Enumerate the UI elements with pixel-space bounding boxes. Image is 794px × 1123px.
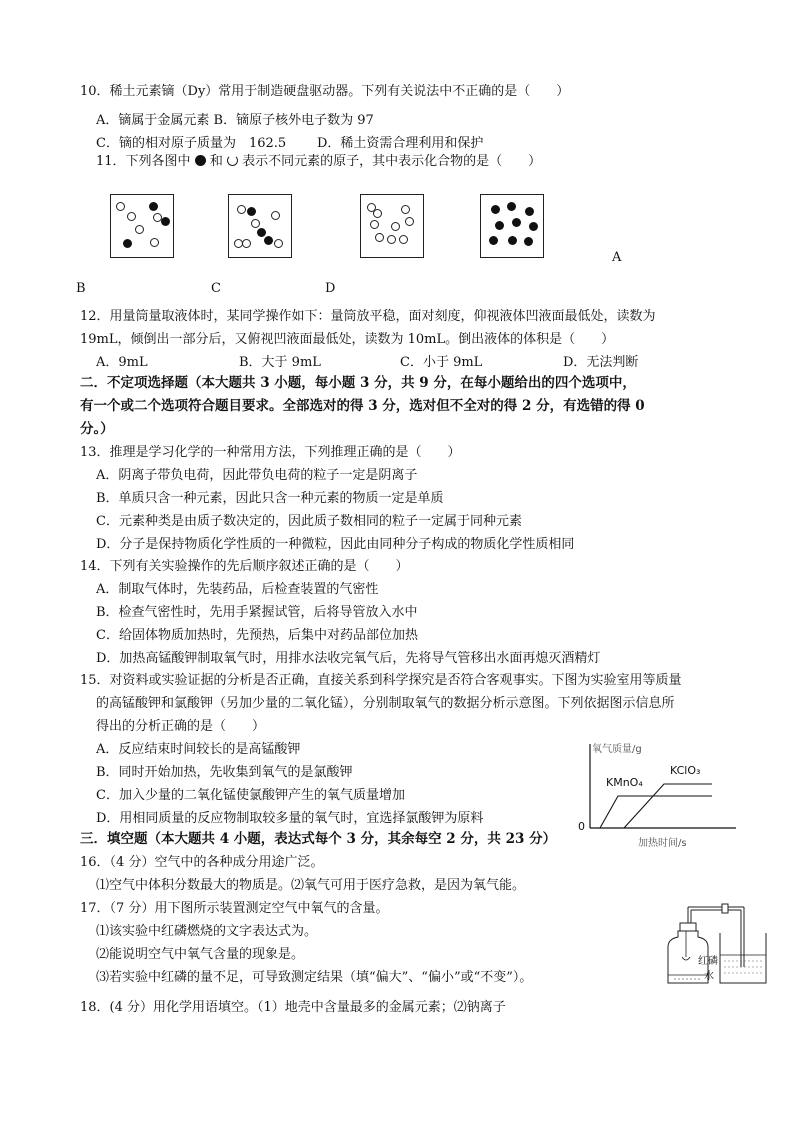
q12-option-d: D．无法判断: [563, 355, 639, 370]
section2-header-line3: 分。）: [80, 421, 114, 437]
particle-box-1: [110, 194, 174, 258]
q15-option-d: D．用相同质量的反应物制取较多量的氧气时，宜选择氯酸钾为原料: [96, 811, 484, 826]
q10-option-ab: A．镝属于金属元素 B．镝原子核外电子数为 97: [96, 113, 374, 128]
filled-circle-icon: [195, 155, 206, 166]
particle: [508, 236, 517, 245]
q17-sub1: ⑴该实验中红磷燃烧的文字表达式为。: [96, 924, 318, 939]
q14-stem: 14．下列有关实验操作的先后顺序叙述正确的是（ ）: [80, 559, 409, 574]
particle: [116, 202, 125, 211]
graph-y-label: 氧气质量/g: [592, 744, 642, 755]
graph-origin-label: 0: [578, 820, 585, 833]
q15-option-a: A．反应结束时间较长的是高锰酸钾: [96, 742, 301, 757]
open-circle-icon: [227, 155, 238, 166]
graph-series2-label: KMnO₄: [606, 776, 643, 789]
particle: [251, 219, 260, 228]
q11-label-a: A: [612, 250, 622, 265]
section2-header-line1: 二．不定项选择题（本大题共 3 小题，每小题 3 分，共 9 分，在每小题给出的四个选项中，: [80, 375, 636, 391]
q15-option-c: C．加入少量的二氧化锰使氯酸钾产生的氧气质量增加: [96, 788, 405, 803]
graph-series1-label: KClO₃: [670, 764, 701, 777]
q12-line1: 12．用量筒量取液体时，某同学操作如下：量筒放平稳，面对刻度，仰视液体凹液面最低处，读数为: [80, 309, 656, 324]
particle-box-4: [480, 194, 544, 258]
q12-option-a: A．9mL: [96, 355, 148, 370]
graph-x-label: 加热时间/s: [638, 838, 687, 848]
q11-label-d: D: [325, 281, 336, 296]
particle: [242, 239, 251, 248]
particle-box-3: [360, 194, 424, 258]
kclo3-curve: [624, 784, 712, 828]
q14-option-a: A．制取气体时，先装药品，后检查装置的气密性: [96, 582, 379, 597]
q14-option-d: D．加热高锰酸钾制取氧气时，用排水法收完氧气后，先将导气管移出水面再熄灭酒精灯: [96, 651, 601, 666]
particle: [161, 217, 170, 226]
apparatus-label-water: 水: [704, 971, 714, 982]
particle: [135, 225, 144, 234]
particle: [524, 237, 533, 246]
q12-line2: 19mL，倾倒出一部分后，又俯视凹液面最低处，读数为 10mL。倒出液体的体积是（ ）: [80, 332, 615, 347]
particle: [271, 211, 280, 220]
particle: [489, 236, 498, 245]
q17-sub2: ⑵能说明空气中氧气含量的现象是。: [96, 947, 305, 962]
q13-option-a: A．阴离子带负电荷，因此带负电荷的粒子一定是阴离子: [96, 468, 418, 483]
q16-sub: ⑴空气中体积分数最大的物质是。⑵氧气可用于医疗急救，是因为氧气能。: [96, 878, 526, 893]
q10-option-d: D．稀土资需合理利用和保护: [317, 136, 484, 151]
q16-stem: 16．（4 分）空气中的各种成分用途广泛。: [80, 855, 324, 870]
particle: [370, 220, 379, 229]
q14-option-b: B．检查气密性时，先用手紧握试管，后将导管放入水中: [96, 605, 418, 620]
particle: [525, 207, 534, 216]
q11-label-b: B: [76, 281, 86, 296]
oxygen-measurement-apparatus: [650, 893, 770, 989]
particle: [405, 217, 414, 226]
particle: [257, 228, 266, 237]
section3-header: 三．填空题（本大题共 4 小题，表达式每个 3 分，其余每空 2 分，共 23 分）: [80, 831, 557, 847]
q10-option-c: C．镝的相对原子质量为 162.5: [96, 136, 287, 151]
particle: [495, 221, 504, 230]
particle: [149, 202, 158, 211]
section2-header-line2: 有一个或二个选项符合题目要求。全部选对的得 3 分，选对但不全对的得 2 分，有选错的得 0: [80, 398, 645, 414]
particle: [237, 205, 246, 214]
q10-stem: 10．稀土元素镝（Dy）常用于制造硬盘驱动器。下列有关说法中不正确的是（ ）: [80, 84, 570, 99]
particle-box-2: [228, 194, 292, 258]
kmno4-curve: [600, 796, 712, 828]
q17-stem: 17．（7 分）用下图所示装置测定空气中氧气的含量。: [80, 901, 389, 916]
particle: [150, 238, 159, 247]
q15-line2: 的高锰酸钾和氯酸钾（另加少量的二氧化锰），分别制取氧气的数据分析示意图。下列依据图示信息所: [96, 696, 675, 711]
particle: [264, 236, 273, 245]
q12-option-b: B．大于 9mL: [239, 355, 321, 370]
q15-line3: 得出的分析正确的是（ ）: [96, 719, 266, 734]
q13-stem: 13．推理是学习化学的一种常用方法，下列推理正确的是（ ）: [80, 445, 461, 460]
q11-stem: [96, 154, 541, 170]
q15-line1: 15．对资料或实验证据的分析是否正确，直接关系到科学探究是否符合客观事实。下图为实验室用等质量: [80, 673, 682, 688]
q13-option-c: C．元素种类是由质子数决定的，因此质子数相同的粒子一定属于同种元素: [96, 514, 522, 529]
particle: [373, 209, 382, 218]
particle: [401, 205, 410, 214]
particle: [512, 218, 521, 227]
particle: [375, 233, 384, 242]
q11-stem-and: 和: [209, 154, 223, 169]
particle: [127, 212, 136, 221]
particle: [399, 235, 408, 244]
q14-option-c: C．给固体物质加热时，先预热，后集中对药品部位加热: [96, 628, 418, 643]
q11-label-c: C: [211, 281, 221, 296]
particle: [491, 205, 500, 214]
q11-stem-part-a: 11．下列各图中: [96, 154, 191, 169]
particle: [507, 202, 516, 211]
q12-option-c: C．小于 9mL: [400, 355, 483, 370]
q17-sub3: ⑶若实验中红磷的量不足，可导致测定结果（填“偏大”、“偏小”或“不变”）。: [96, 970, 533, 985]
q18-stem: 18．(4 分）用化学用语填空。（1）地壳中含量最多的金属元素；⑵钠离子: [80, 1000, 506, 1015]
particle: [387, 235, 396, 244]
particle: [529, 222, 538, 231]
q13-option-b: B．单质只含一种元素，因此只含一种元素的物质一定是单质: [96, 491, 444, 506]
q11-stem-part-b: 表示不同元素的原子，其中表示化合物的是（ ）: [242, 154, 542, 169]
oxygen-production-graph: [574, 740, 744, 848]
apparatus-label-red-phosphorus: 红磷: [698, 956, 718, 967]
particle: [123, 239, 132, 248]
q15-option-b: B．同时开始加热，先收集到氧气的是氯酸钾: [96, 765, 353, 780]
particle: [391, 222, 400, 231]
particle: [247, 207, 256, 216]
particle: [274, 239, 283, 248]
q13-option-d: D．分子是保持物质化学性质的一种微粒，因此由同种分子构成的物质化学性质相同: [96, 537, 575, 552]
